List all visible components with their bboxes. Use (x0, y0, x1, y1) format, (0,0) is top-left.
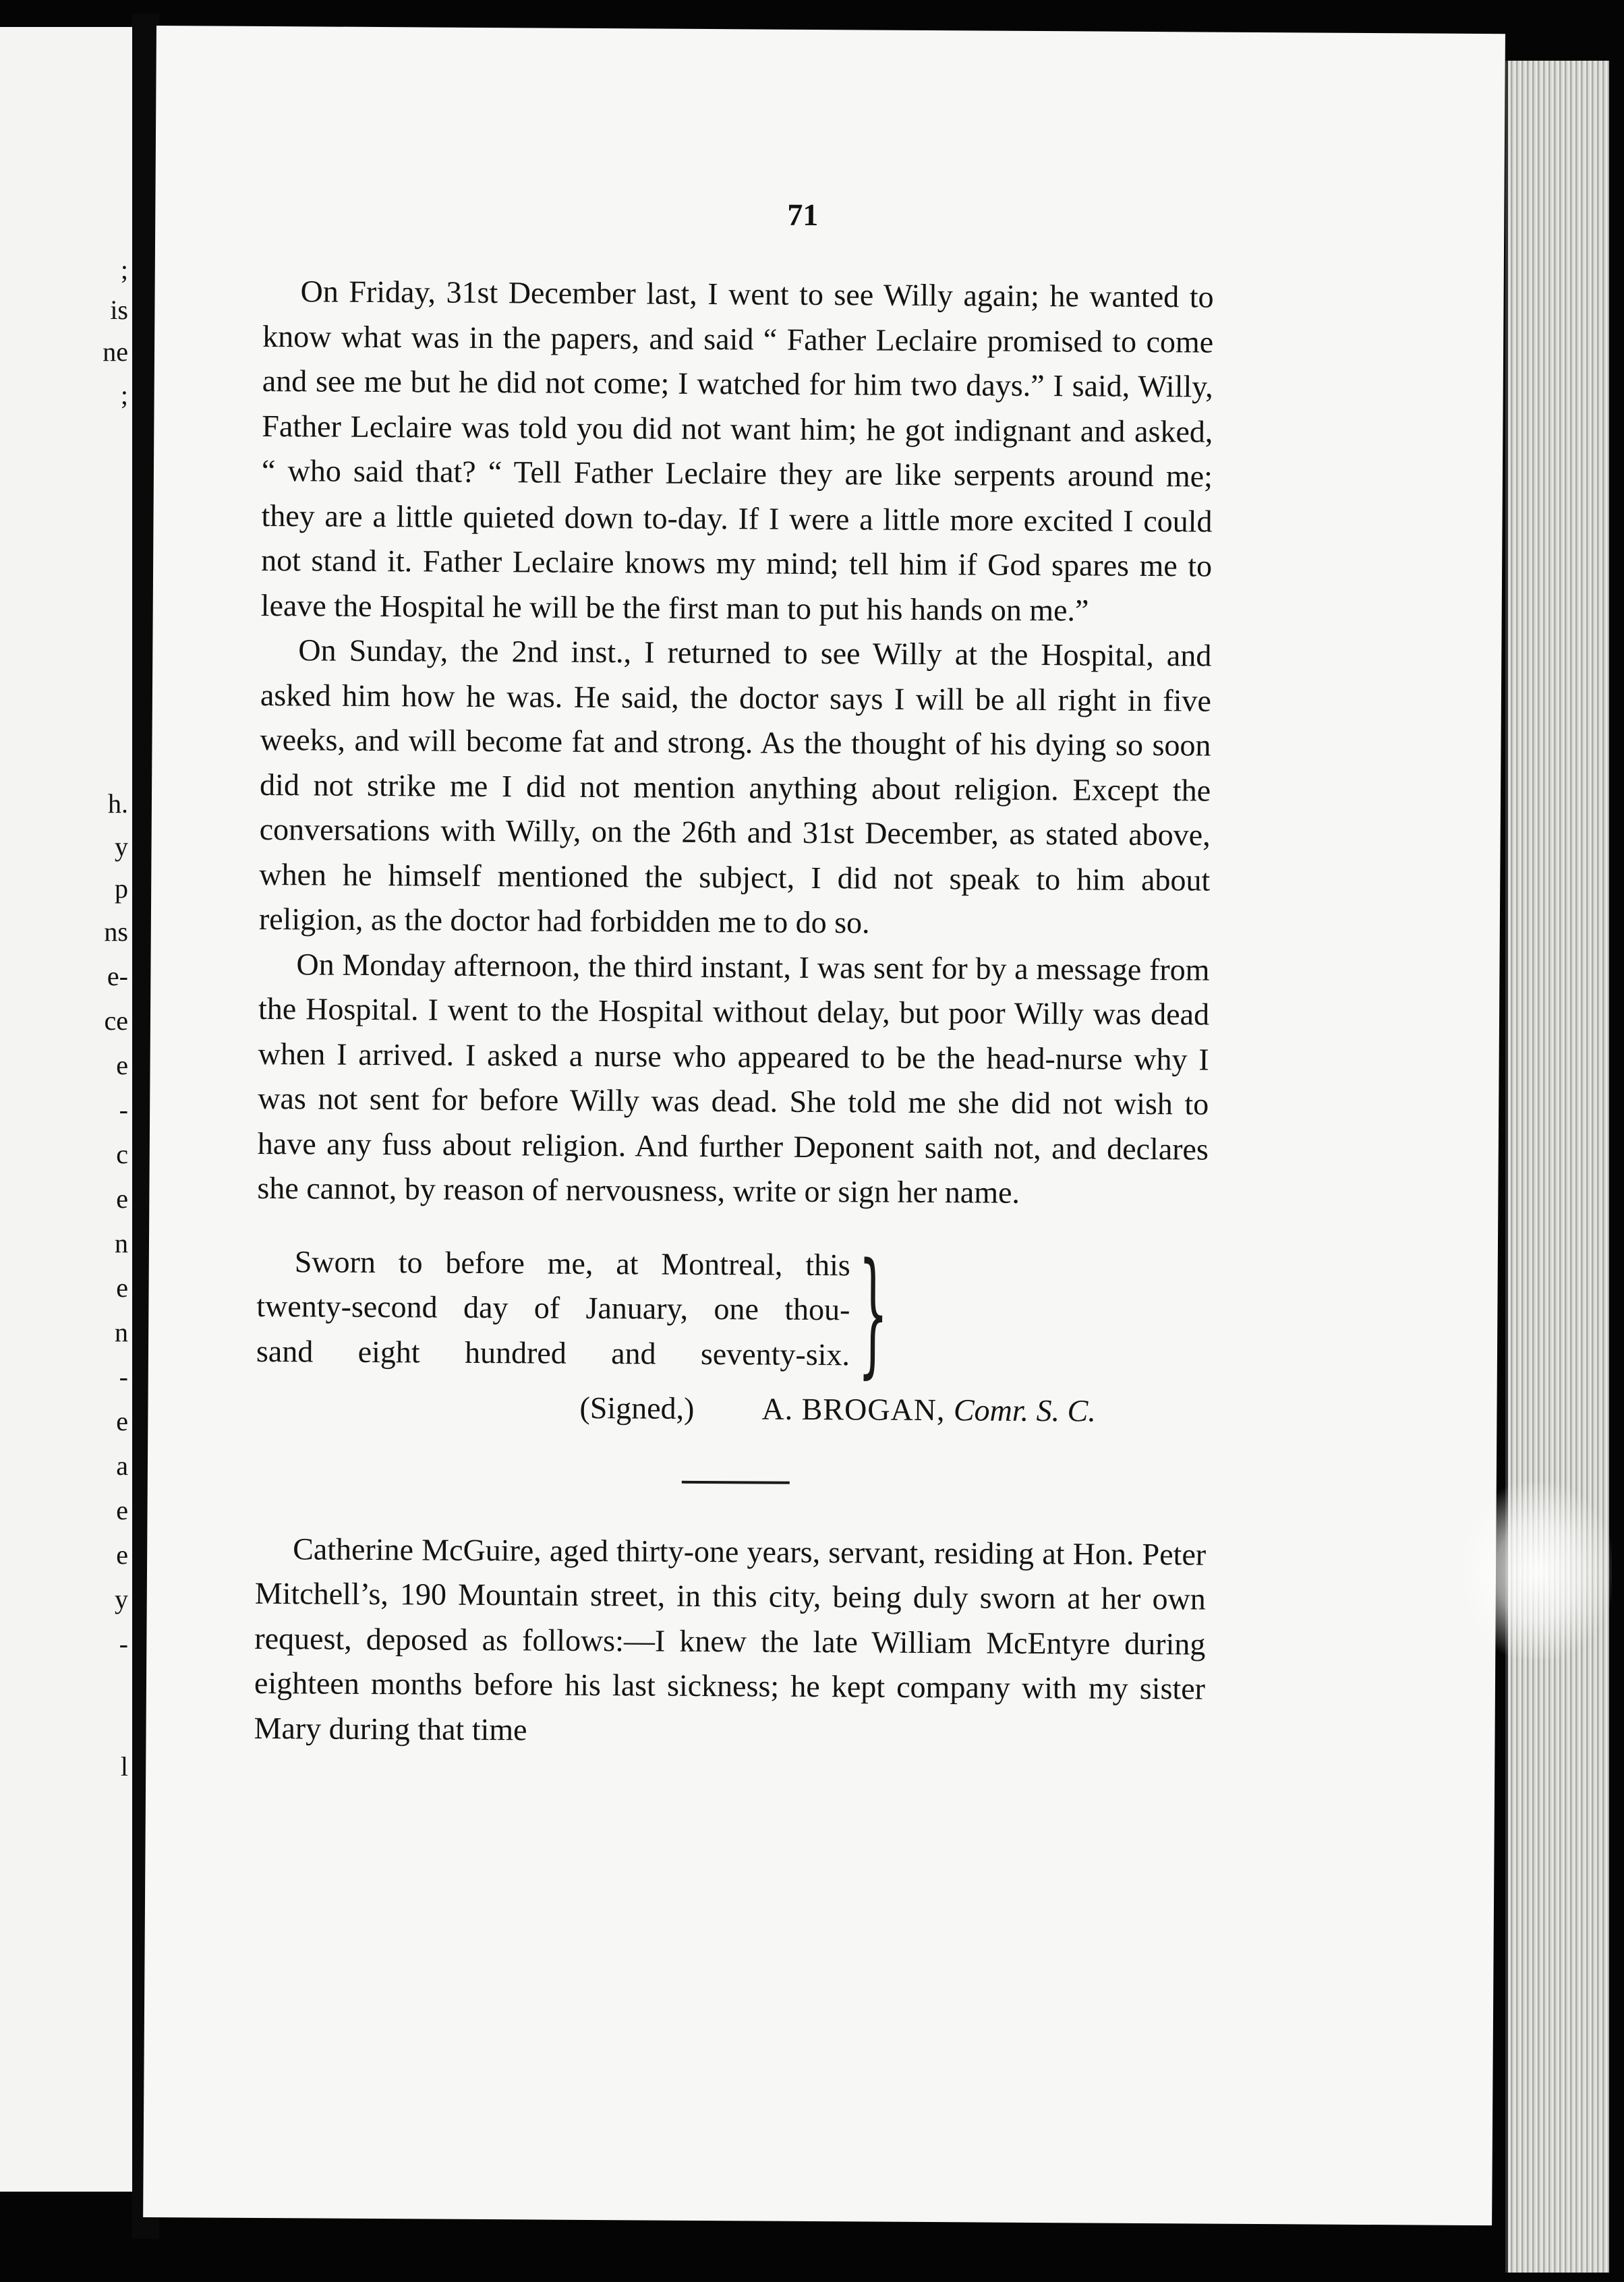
left-page-fragment: is (110, 295, 128, 325)
left-page-fragment: ne (103, 337, 128, 367)
left-page-fragment: - (119, 1094, 128, 1125)
paragraph: On Sunday, the 2nd inst., I returned to see Willy at the Hospital, and asked him how he was. He said, the doctor says I will be all right in five weeks, and will become fat and strong. As the thought of his dying so soon did not strike me I did not mention anything about religion. Except the conversations with Willy, on the 26th and 31st December, as stated above, when he himself mentioned the subject, I did not speak to him about religion, as the doctor had forbidden me to do so. (258, 633, 1212, 940)
left-page-fragment: ; (120, 380, 128, 410)
left-page-fragment: ; (120, 254, 128, 285)
paragraph: On Friday, 31st December last, I went to see Willy again; he wanted to know what was in the papers, and said “ Father Leclaire promised to come and see me but he did not come; I watched for him two days.” I said, Willy, Father Leclaire was told you did not want him; he got indignant and asked, “ who said that? “ Tell Father Leclaire they are like serpents around me; they are a little quieted down to-day. If I were a little more excited I could not stand it. Father Leclaire knows my mind; tell him if God spares me to leave the Hospital he will be the first man to put his hands on me.” (260, 274, 1214, 627)
left-facing-page (0, 27, 136, 2192)
left-page-fragment: e (116, 1540, 128, 1570)
section-divider (682, 1480, 790, 1484)
left-page-fragment: n (115, 1228, 128, 1258)
jurat-text (256, 1239, 850, 1377)
left-page-fragment: ce (104, 1005, 128, 1036)
book-page (143, 26, 1505, 2225)
left-page-fragment: ns (104, 916, 128, 947)
jurat-line: Sworn to before me, at Montreal, this (294, 1244, 850, 1282)
left-page-fragment: h. (108, 788, 128, 819)
left-page-fragment: l (120, 1751, 128, 1782)
page-number: 71 (787, 197, 819, 232)
commissioner-name: A. BROGAN, (761, 1391, 946, 1427)
light-glare (1463, 1484, 1612, 1659)
commissioner-signature (761, 1386, 1096, 1434)
left-page-fragment: e- (107, 961, 128, 991)
left-page-fragment: y (115, 1584, 128, 1614)
jurat-line: sand eight hundred and seventy-six. (256, 1333, 850, 1372)
paragraph: On Monday afternoon, the third instant, I was sent for by a message from the Hospital. I went to the Hospital without delay, but poor Willy was dead when I arrived. I asked a nurse who appeared to be the head-nurse why I was not sent for before Willy was dead. She told me she did not wish to have any fuss about religion. And further Deponent saith not, and declares she cannot, by reason of nervousness, write or sign her name. (257, 946, 1210, 1210)
jurat-line: twenty-second day of January, one thou- (256, 1288, 850, 1327)
left-page-fragment: p (115, 873, 128, 904)
commissioner-title: Comr. S. C. (953, 1392, 1096, 1428)
left-page-fragment: c (116, 1139, 128, 1169)
jurat-block (256, 1233, 1208, 1392)
left-page-fragment: y (115, 831, 128, 862)
left-page-fragment: e (116, 1272, 128, 1303)
paragraph: Catherine McGuire, aged thirty-one years, servant, residing at Hon. Peter Mitchell’s, 190 Mountain street, in this city, being duly sworn at her own request, deposed as follows:—I knew the late William McEntyre during eighteen months before his last sickness; he kept company with my sister Mary during that time (254, 1531, 1207, 1747)
right-brace: } (857, 1233, 889, 1392)
page-edges (1505, 61, 1609, 2273)
left-page-fragment: a (116, 1451, 128, 1481)
left-page-fragment: e (116, 1050, 128, 1080)
page-body (254, 269, 1213, 1757)
left-page-fragment: - (119, 1629, 128, 1659)
signed-label: (Signed,) (579, 1390, 695, 1426)
left-page-fragment: n (115, 1317, 128, 1347)
left-page-fragment: e (116, 1183, 128, 1214)
left-page-fragment: - (119, 1362, 128, 1392)
left-page-fragment: e (116, 1406, 128, 1436)
signature-line (256, 1383, 1207, 1436)
left-page-fragment: e (116, 1495, 128, 1525)
